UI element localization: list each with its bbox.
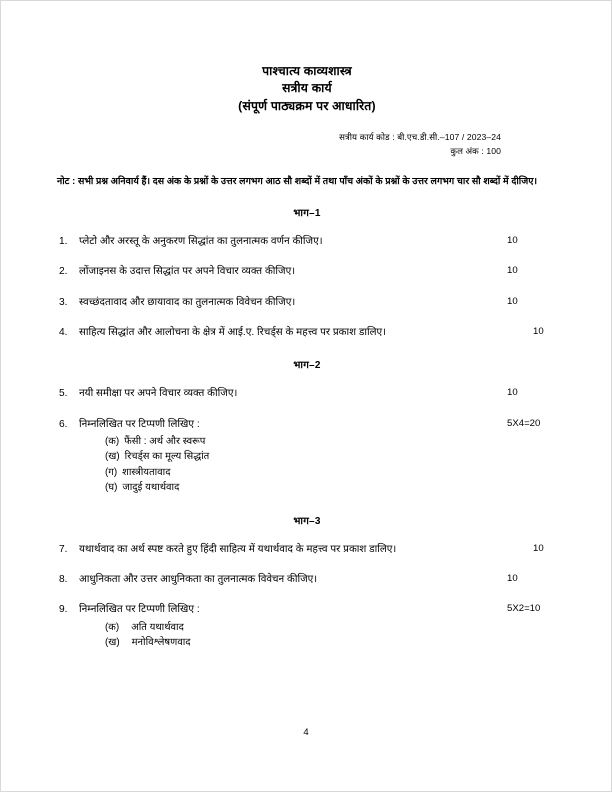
subitem-label: (घ) (105, 482, 118, 494)
assignment-meta (57, 131, 557, 159)
question-subitem (105, 620, 495, 635)
question-text: आधुनिकता और उत्तर आधुनिकता का तुलनात्मक विवेचन कीजिए। (79, 573, 318, 585)
instructions-note: नोट : सभी प्रश्न अनिवार्य हैं। दस अंक के प्रश्नों के उत्तर लगभग आठ सौ शब्दों में तथा पाँच अंकों के प्रश्नों के उत्तर लगभग चार सौ शब्दों में दीजिए। (57, 174, 538, 186)
question-number: 4. (59, 326, 68, 338)
subitem-text: मनोविश्लेषणवाद (131, 637, 191, 649)
question-marks: 10 (507, 235, 518, 247)
question-number: 5. (59, 388, 68, 400)
question-number: 6. (59, 418, 68, 430)
question-marks: 5X2=10 (507, 603, 541, 615)
question-subitems (79, 434, 495, 496)
question-row (57, 386, 557, 401)
question-text: साहित्य सिद्धांत और आलोचना के क्षेत्र में आई.ए. रिचर्ड्स के महत्त्व पर प्रकाश डालिए। (79, 326, 387, 338)
question-text: लोंजाइनस के उदात्त सिद्धांत पर अपने विचार व्यक्त कीजिए। (79, 266, 296, 278)
question-text: स्वच्छंदतावाद और छायावाद का तुलनात्मक विवेचन कीजिए। (79, 296, 296, 308)
question-subitem (105, 434, 495, 449)
question-body (79, 325, 529, 340)
document-header (57, 63, 557, 115)
question-body (79, 386, 503, 401)
question-body (79, 234, 503, 249)
question-body (79, 602, 503, 650)
question-subitem (105, 449, 495, 464)
question-marks: 10 (533, 325, 544, 337)
question-body (79, 295, 503, 310)
question-marks: 5X4=20 (507, 417, 541, 429)
question-text: नयी समीक्षा पर अपने विचार व्यक्त कीजिए। (79, 388, 238, 400)
subitem-text: जादुई यथार्थवाद (122, 482, 180, 494)
question-body (79, 572, 503, 587)
subitem-text: अति यथार्थवाद (131, 621, 184, 633)
document-title-line-3: (संपूर्ण पाठ्यक्रम पर आधारित) (238, 98, 376, 113)
question-text: निम्नलिखित पर टिप्पणी लिखिए : (79, 418, 200, 430)
question-marks: 10 (507, 387, 518, 399)
question-row (57, 602, 557, 650)
question-body (79, 542, 529, 557)
subitem-text: फैंसी : अर्थ और स्वरूप (124, 435, 206, 447)
question-row (57, 234, 557, 249)
part-heading: भाग–2 (293, 360, 321, 372)
question-subitem (105, 465, 495, 480)
question-subitems (79, 620, 495, 651)
question-marks: 10 (507, 572, 518, 584)
question-sections (57, 205, 557, 650)
subitem-label: (ग) (105, 466, 118, 478)
question-text: निम्नलिखित पर टिप्पणी लिखिए : (79, 604, 200, 616)
question-subitem (105, 480, 495, 495)
question-body (79, 264, 503, 279)
question-text: प्लेटो और अरस्तू के अनुकरण सिद्धांत का तुलनात्मक वर्णन कीजिए। (79, 236, 323, 248)
question-number: 1. (59, 236, 68, 248)
question-text: यथार्थवाद का अर्थ स्पष्ट करते हुए हिंदी साहित्य में यथार्थवाद के महत्त्व पर प्रकाश डालिए। (79, 543, 397, 555)
document-title-line-2: सत्रीय कार्य (282, 81, 332, 96)
question-number: 8. (59, 573, 68, 585)
question-marks: 10 (533, 542, 544, 554)
question-body (79, 417, 503, 496)
assignment-code: सत्रीय कार्य कोड : बी.एच.डी.सी.–107 / 2023–24 (339, 132, 501, 143)
document-title-line-1: पाश्चात्य काव्यशास्त्र (262, 64, 352, 78)
question-row (57, 264, 557, 279)
question-marks: 10 (507, 265, 518, 277)
question-row (57, 572, 557, 587)
question-subitem (105, 635, 495, 650)
subitem-label: (ख) (105, 637, 120, 649)
part-heading: भाग–1 (293, 208, 321, 220)
subitem-label: (क) (105, 621, 120, 633)
subitem-text: शास्त्रीयतावाद (122, 466, 171, 478)
question-marks: 10 (507, 295, 518, 307)
question-row (57, 295, 557, 310)
question-number: 9. (59, 604, 68, 616)
total-marks: कुल अंक : 100 (450, 146, 501, 157)
page-content (1, 1, 612, 650)
question-row (57, 542, 557, 557)
part-heading: भाग–3 (293, 515, 321, 527)
question-row (57, 325, 557, 340)
question-number: 2. (59, 266, 68, 278)
subitem-text: रिचर्ड्स का मूल्य सिद्धांत (124, 451, 210, 463)
page-number: 4 (303, 727, 309, 738)
question-number: 3. (59, 296, 68, 308)
subitem-label: (ख) (105, 451, 120, 463)
question-row (57, 417, 557, 496)
subitem-label: (क) (105, 435, 120, 447)
question-number: 7. (59, 543, 68, 555)
